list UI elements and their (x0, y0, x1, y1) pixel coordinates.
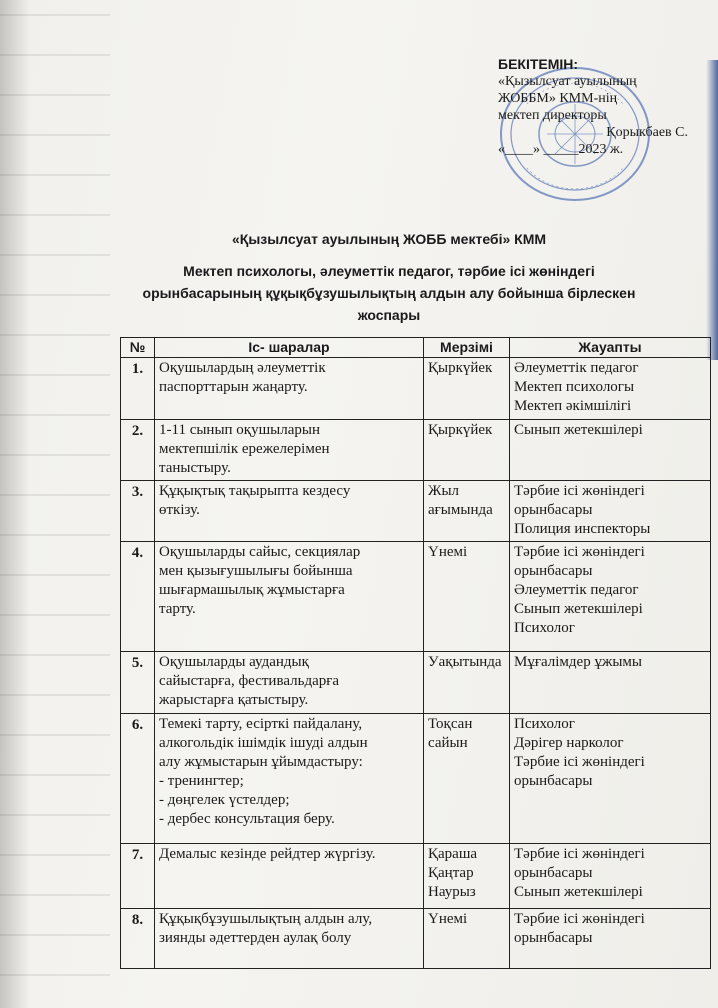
responsible-cell-line: Мектеп психологы (514, 379, 635, 395)
table-row (121, 420, 711, 481)
term-cell (424, 358, 510, 420)
term-cell-line: Уақытында (428, 654, 502, 670)
activity-cell-line: өткізу. (159, 502, 200, 518)
responsible-cell-line: Әлеуметтік педагог (514, 582, 639, 598)
term-cell-line: Қаңтар (428, 865, 474, 881)
term-cell-line: Үнемі (428, 911, 468, 927)
activity-cell-line: Оқушыларды аудандық (159, 654, 309, 670)
activity-cell-line: Демалыс кезінде рейдтер жүргізу. (159, 846, 376, 862)
row-number: 3. (121, 481, 155, 542)
term-cell-line: ағымында (428, 502, 493, 518)
activity-cell-line: тарту. (159, 601, 196, 617)
responsible-cell (510, 844, 711, 909)
approval-line-1: «Қызылсуат ауылының (498, 74, 637, 89)
activity-cell-line: Құқықтық тақырыпта кездесу (159, 483, 351, 499)
term-cell (424, 542, 510, 652)
organization-title: «Қызылсуат ауылының ЖОББ мектебі» КММ (231, 231, 547, 247)
scan-artifacts (0, 0, 110, 1008)
table-header-row (121, 338, 711, 358)
row-number: 5. (121, 652, 155, 714)
activity-cell (155, 420, 424, 481)
responsible-cell-line: орынбасары (514, 563, 593, 579)
responsible-cell-line: Сынып жетекшілері (514, 601, 643, 617)
activity-cell-line: жарыстарға қатыстыру. (159, 692, 309, 708)
activity-cell-line: зиянды әдеттерден аулақ болу (159, 930, 352, 946)
approval-line-3: мектеп директоры (498, 108, 607, 123)
responsible-cell-line: Тәрбие ісі жөніндегі (514, 483, 645, 499)
responsible-cell-line: орынбасары (514, 773, 593, 789)
term-cell-line: Тоқсан (428, 716, 473, 732)
term-cell-line: Наурыз (428, 884, 476, 900)
col-header-number: № (121, 338, 155, 358)
activity-cell-line: таныстыру. (159, 460, 231, 476)
row-number: 2. (121, 420, 155, 481)
activity-cell (155, 481, 424, 542)
activity-cell-line: алу жұмыстарын ұйымдастыру: (159, 754, 363, 770)
responsible-cell-line: Тәрбие ісі жөніндегі (514, 911, 645, 927)
responsible-cell-line: Сынып жетекшілері (514, 422, 643, 438)
responsible-cell-line: орынбасары (514, 865, 593, 881)
responsible-cell-line: Дәрігер нарколог (514, 735, 624, 751)
plan-title (30, 260, 718, 326)
responsible-cell-line: Психолог (514, 716, 575, 732)
approval-line-2: ЖОББМ» КММ-нің (498, 91, 618, 106)
responsible-cell-line: Психолог (514, 620, 575, 636)
row-number: 4. (121, 542, 155, 652)
responsible-cell (510, 652, 711, 714)
responsible-cell-line: Сынып жетекшілері (514, 884, 643, 900)
term-cell (424, 909, 510, 969)
term-cell-line: Қыркүйек (428, 360, 493, 376)
responsible-cell-line: Полиция инспекторы (514, 521, 651, 537)
activity-cell (155, 358, 424, 420)
table-row (121, 542, 711, 652)
responsible-cell-line: Тәрбие ісі жөніндегі (514, 846, 645, 862)
term-cell-line: Жыл (428, 483, 460, 499)
term-cell-line: сайын (428, 735, 468, 751)
activity-cell (155, 714, 424, 844)
responsible-cell (510, 420, 711, 481)
activity-cell-line: Оқушылардың әлеуметтік (159, 360, 326, 376)
table-row (121, 652, 711, 714)
activity-cell-line: - дөңгелек үстелдер; (159, 792, 290, 808)
term-cell-line: Қараша (428, 846, 478, 862)
table-row (121, 909, 711, 969)
term-cell-line: Қыркүйек (428, 422, 493, 438)
activity-cell (155, 844, 424, 909)
approval-heading: БЕКІТЕМІН: (498, 56, 579, 72)
term-cell (424, 714, 510, 844)
responsible-cell-line: орынбасары (514, 502, 593, 518)
row-number: 6. (121, 714, 155, 844)
responsible-cell-line: Мұғалімдер ұжымы (514, 654, 642, 670)
activity-cell-line: Оқушыларды сайыс, секциялар (159, 544, 361, 560)
activity-cell-line: Құқықбұзушылықтың алдын алу, (159, 911, 373, 927)
responsible-cell-line: Әлеуметтік педагог (514, 360, 639, 376)
table-row (121, 358, 711, 420)
plan-title-line-1: Мектеп психологы, әлеуметтік педагог, тәрбие ісі жөніндегі (183, 263, 595, 279)
activity-cell-line: алкогольдік ішімдік ішуді алдын (159, 735, 368, 751)
responsible-cell (510, 358, 711, 420)
responsible-cell (510, 542, 711, 652)
activity-cell-line: шығармашылық жұмыстарға (159, 582, 345, 598)
activity-cell (155, 652, 424, 714)
activity-cell-line: - тренингтер; (159, 773, 244, 789)
approval-date: «____» _____2023 ж. (498, 142, 624, 157)
activity-cell-line: паспорттарын жаңарту. (159, 379, 308, 395)
row-number: 1. (121, 358, 155, 420)
activity-cell-line: - дербес консультация беру. (159, 811, 335, 827)
responsible-cell-line: Тәрбие ісі жөніндегі (514, 544, 645, 560)
term-cell (424, 481, 510, 542)
table-row (121, 844, 711, 909)
term-cell-line: Үнемі (428, 544, 468, 560)
activity-cell-line: Темекі тарту, есірткі пайдалану, (159, 716, 363, 732)
approval-signer: Қорыкбаев С. (606, 125, 688, 140)
activity-cell-line: сайыстарға, фестивальдарға (159, 673, 340, 689)
responsible-cell (510, 909, 711, 969)
activity-cell (155, 909, 424, 969)
table-row (121, 714, 711, 844)
term-cell (424, 420, 510, 481)
col-header-term: Мерзімі (424, 338, 510, 358)
responsible-cell (510, 714, 711, 844)
plan-table (120, 337, 711, 969)
responsible-cell-line: Мектеп әкімшілігі (514, 398, 632, 414)
approval-block (498, 56, 708, 158)
responsible-cell-line: орынбасары (514, 930, 593, 946)
responsible-cell (510, 481, 711, 542)
col-header-activity: Іс- шаралар (155, 338, 424, 358)
row-number: 8. (121, 909, 155, 969)
activity-cell-line: мен қызығушылығы бойынша (159, 563, 353, 579)
plan-title-line-2: орынбасарының құқықбұзушылықтың алдын алу бойынша бірлескен (142, 285, 636, 301)
table-row (121, 481, 711, 542)
plan-title-line-3: жоспары (357, 307, 421, 323)
activity-cell-line: мектепшілік ережелерімен (159, 441, 330, 457)
row-number: 7. (121, 844, 155, 909)
activity-cell (155, 542, 424, 652)
term-cell (424, 844, 510, 909)
activity-cell-line: 1-11 сынып оқушыларын (159, 422, 320, 438)
term-cell (424, 652, 510, 714)
col-header-responsible: Жауапты (510, 338, 711, 358)
responsible-cell-line: Тәрбие ісі жөніндегі (514, 754, 645, 770)
